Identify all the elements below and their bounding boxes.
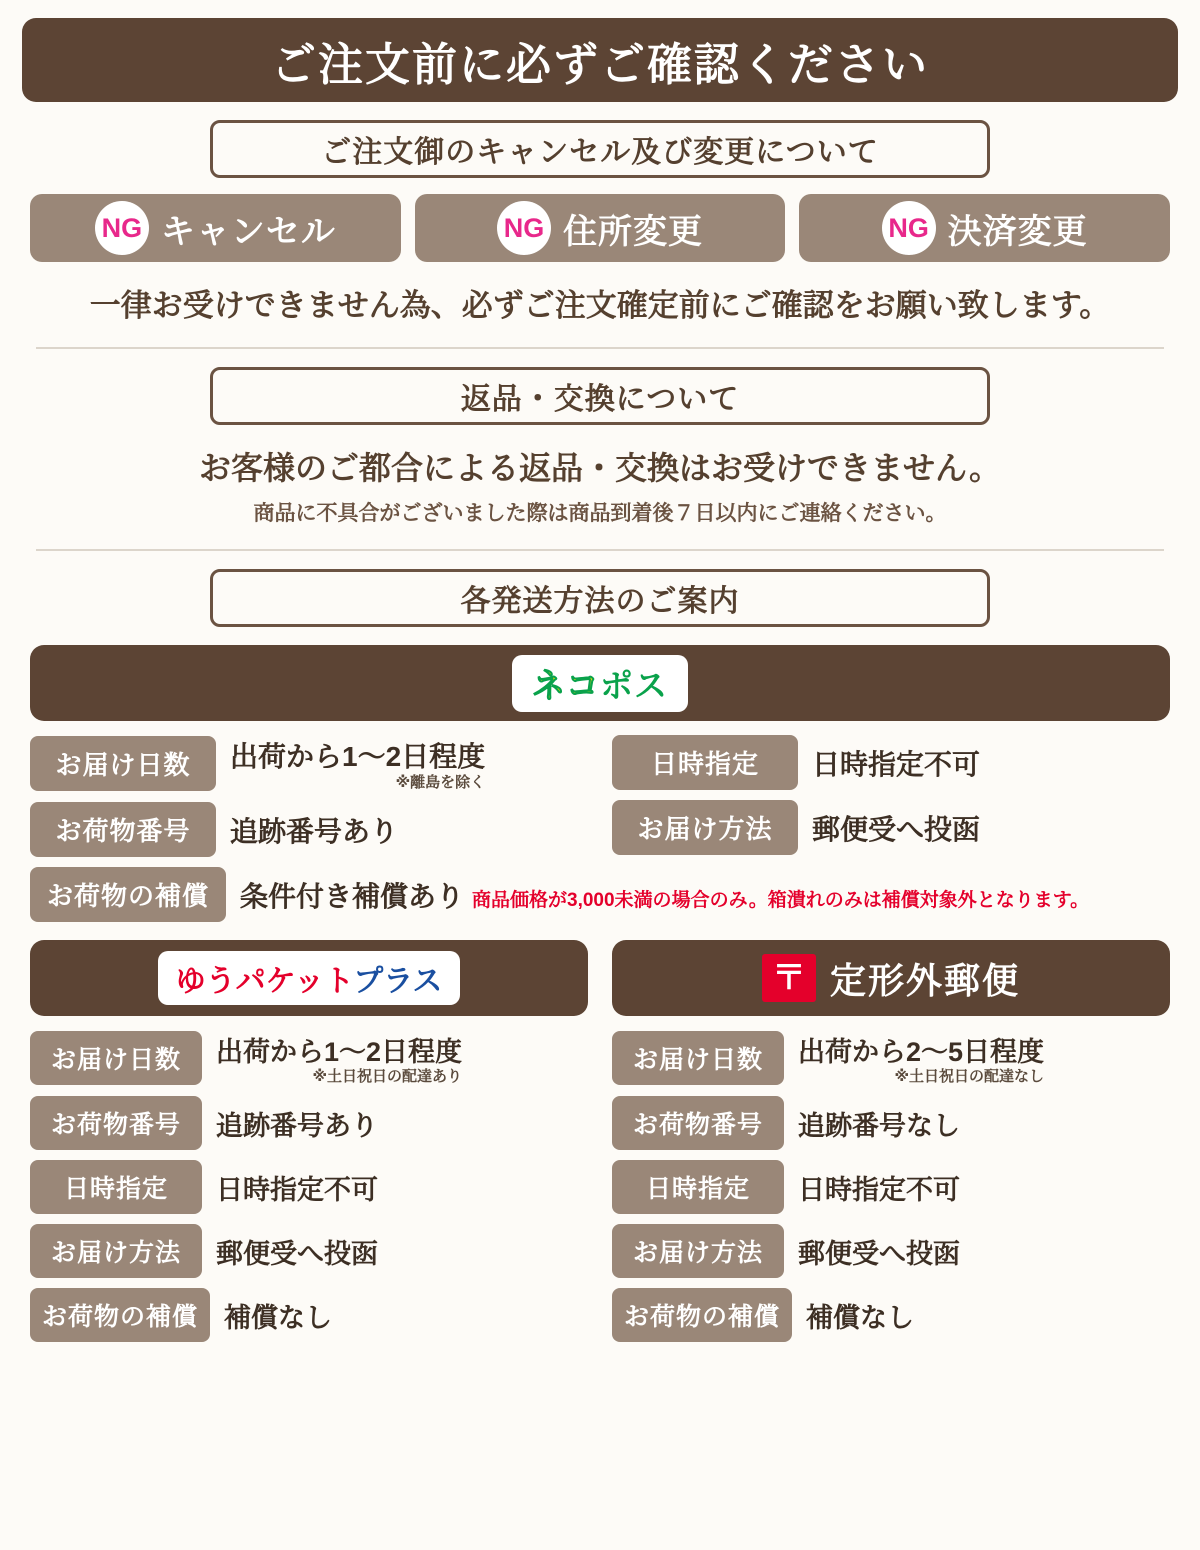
spec-row — [30, 1160, 588, 1214]
spec-key: お届け方法 — [612, 1224, 784, 1278]
section-label-cancel-text: ご注文御のキャンセル及び変更について — [321, 136, 879, 169]
spec-key: お荷物の補償 — [612, 1288, 792, 1342]
returns-main-text: お客様のご都合による返品・交換はお受けできません。 — [199, 450, 1001, 486]
spec-value: 日時指定不可 — [812, 748, 981, 780]
spec-value: 日時指定不可 — [216, 1174, 378, 1205]
spec-value: 郵便受へ投函 — [798, 1238, 960, 1269]
spec-key: お荷物番号 — [612, 1096, 784, 1150]
nekopos-specs-right — [612, 735, 1170, 867]
spec-key: お届け方法 — [612, 800, 798, 855]
spec-row — [612, 1030, 1170, 1086]
spec-row — [612, 800, 1170, 855]
spec-key: お届け日数 — [30, 1031, 202, 1085]
returns-sub-text: 商品に不具合がございました際は商品到着後７日以内にご連絡ください。 — [253, 502, 947, 525]
ng-item-address-label: 住所変更 — [563, 212, 703, 251]
nekopos-compensation-row — [30, 867, 1170, 922]
section-label-returns — [210, 367, 990, 425]
section-label-returns-text: 返品・交換について — [460, 383, 740, 416]
yupacket-logo — [158, 951, 461, 1005]
spec-key: お届け日数 — [612, 1031, 784, 1085]
spec-key: 日時指定 — [612, 735, 798, 790]
spec-value-text: 出荷から1〜2日程度 — [216, 1037, 463, 1067]
ng-item-cancel — [30, 194, 401, 262]
spec-value: 追跡番号あり — [230, 815, 399, 847]
spec-key: お荷物の補償 — [30, 867, 226, 922]
ng-badge-icon: NG — [95, 201, 149, 255]
spec-row — [612, 1288, 1170, 1342]
spec-row — [30, 1224, 588, 1278]
method-block-yupacket — [30, 940, 588, 1352]
spec-value — [784, 1030, 1044, 1086]
method-header-nekopos — [30, 645, 1170, 721]
method-block-teikeigai — [612, 940, 1170, 1352]
spec-key: お荷物番号 — [30, 802, 216, 857]
spec-key: お届け日数 — [30, 736, 216, 791]
spec-value: 郵便受へ投函 — [216, 1238, 378, 1269]
nekopos-logo-text-b: ポス — [600, 666, 668, 704]
nekopos-specs — [30, 735, 1170, 867]
spec-row — [30, 1030, 588, 1086]
spec-row — [30, 1288, 588, 1342]
spec-value-sub: ※土日祝日の配達なし — [894, 1068, 1045, 1085]
spec-key: 日時指定 — [30, 1160, 202, 1214]
ng-row — [30, 194, 1170, 262]
method-header-yupacket — [30, 940, 588, 1016]
spec-value: 追跡番号あり — [216, 1110, 378, 1141]
ng-item-cancel-label: キャンセル — [160, 212, 336, 251]
spec-key: 日時指定 — [612, 1160, 784, 1214]
divider — [36, 347, 1164, 349]
ng-badge-icon: NG — [497, 201, 551, 255]
ng-item-payment — [799, 194, 1170, 262]
nekopos-logo-text-a: ネコ — [532, 666, 600, 704]
spec-row — [612, 1224, 1170, 1278]
ng-item-address — [415, 194, 786, 262]
yupacket-logo-text-a: ゆうパケット — [175, 965, 354, 998]
divider — [36, 549, 1164, 551]
section-label-shipping-text: 各発送方法のご案内 — [460, 585, 740, 618]
section-label-cancel — [210, 120, 990, 178]
nekopos-logo — [512, 655, 688, 712]
method-header-teikeigai — [612, 940, 1170, 1016]
spec-value: 追跡番号なし — [798, 1110, 960, 1141]
page-title: ご注文前に必ずご確認ください — [270, 38, 929, 90]
spec-row — [612, 1160, 1170, 1214]
spec-value-text: 出荷から2〜5日程度 — [798, 1037, 1045, 1067]
teikeigai-logo — [762, 953, 1020, 1004]
post-mark-icon: 〒 — [762, 954, 816, 1002]
spec-value-sub: ※離島を除く — [395, 774, 486, 791]
ng-item-payment-label: 決済変更 — [947, 212, 1088, 251]
spec-key: お荷物の補償 — [30, 1288, 210, 1342]
yupacket-logo-text-b: プラス — [353, 965, 443, 998]
spec-row — [30, 867, 1170, 922]
yupacket-specs — [30, 1030, 588, 1342]
notice-page — [0, 18, 1200, 1550]
spec-value-red-note: 商品価格が3,000未満の場合のみ。箱潰れのみは補償対象外となります。 — [472, 889, 1090, 911]
spec-value: 日時指定不可 — [798, 1174, 960, 1205]
spec-row — [612, 1096, 1170, 1150]
spec-key: お荷物番号 — [30, 1096, 202, 1150]
spec-key: お届け方法 — [30, 1224, 202, 1278]
spec-value — [216, 735, 485, 792]
spec-value-text: 条件付き補償あり — [240, 880, 465, 912]
spec-value — [202, 1030, 462, 1086]
methods-two-column — [30, 940, 1170, 1352]
section-label-shipping — [210, 569, 990, 627]
spec-value — [226, 875, 1089, 915]
spec-value: 補償なし — [806, 1302, 915, 1333]
spec-value: 補償なし — [224, 1302, 333, 1333]
teikeigai-logo-text: 定形外郵便 — [829, 959, 1020, 1001]
spec-row — [30, 735, 588, 792]
spec-value-sub: ※土日祝日の配達あり — [312, 1068, 463, 1085]
spec-row — [30, 1096, 588, 1150]
spec-value-text: 出荷から1〜2日程度 — [230, 741, 486, 772]
cancel-note: 一律お受けできません為、必ずご注文確定前にご確認をお願い致します。 — [89, 288, 1111, 323]
teikeigai-specs — [612, 1030, 1170, 1342]
spec-row — [30, 802, 588, 857]
nekopos-specs-left — [30, 735, 588, 867]
ng-badge-icon: NG — [882, 201, 936, 255]
spec-row — [612, 735, 1170, 790]
page-header — [22, 18, 1178, 102]
spec-value: 郵便受へ投函 — [812, 813, 981, 845]
